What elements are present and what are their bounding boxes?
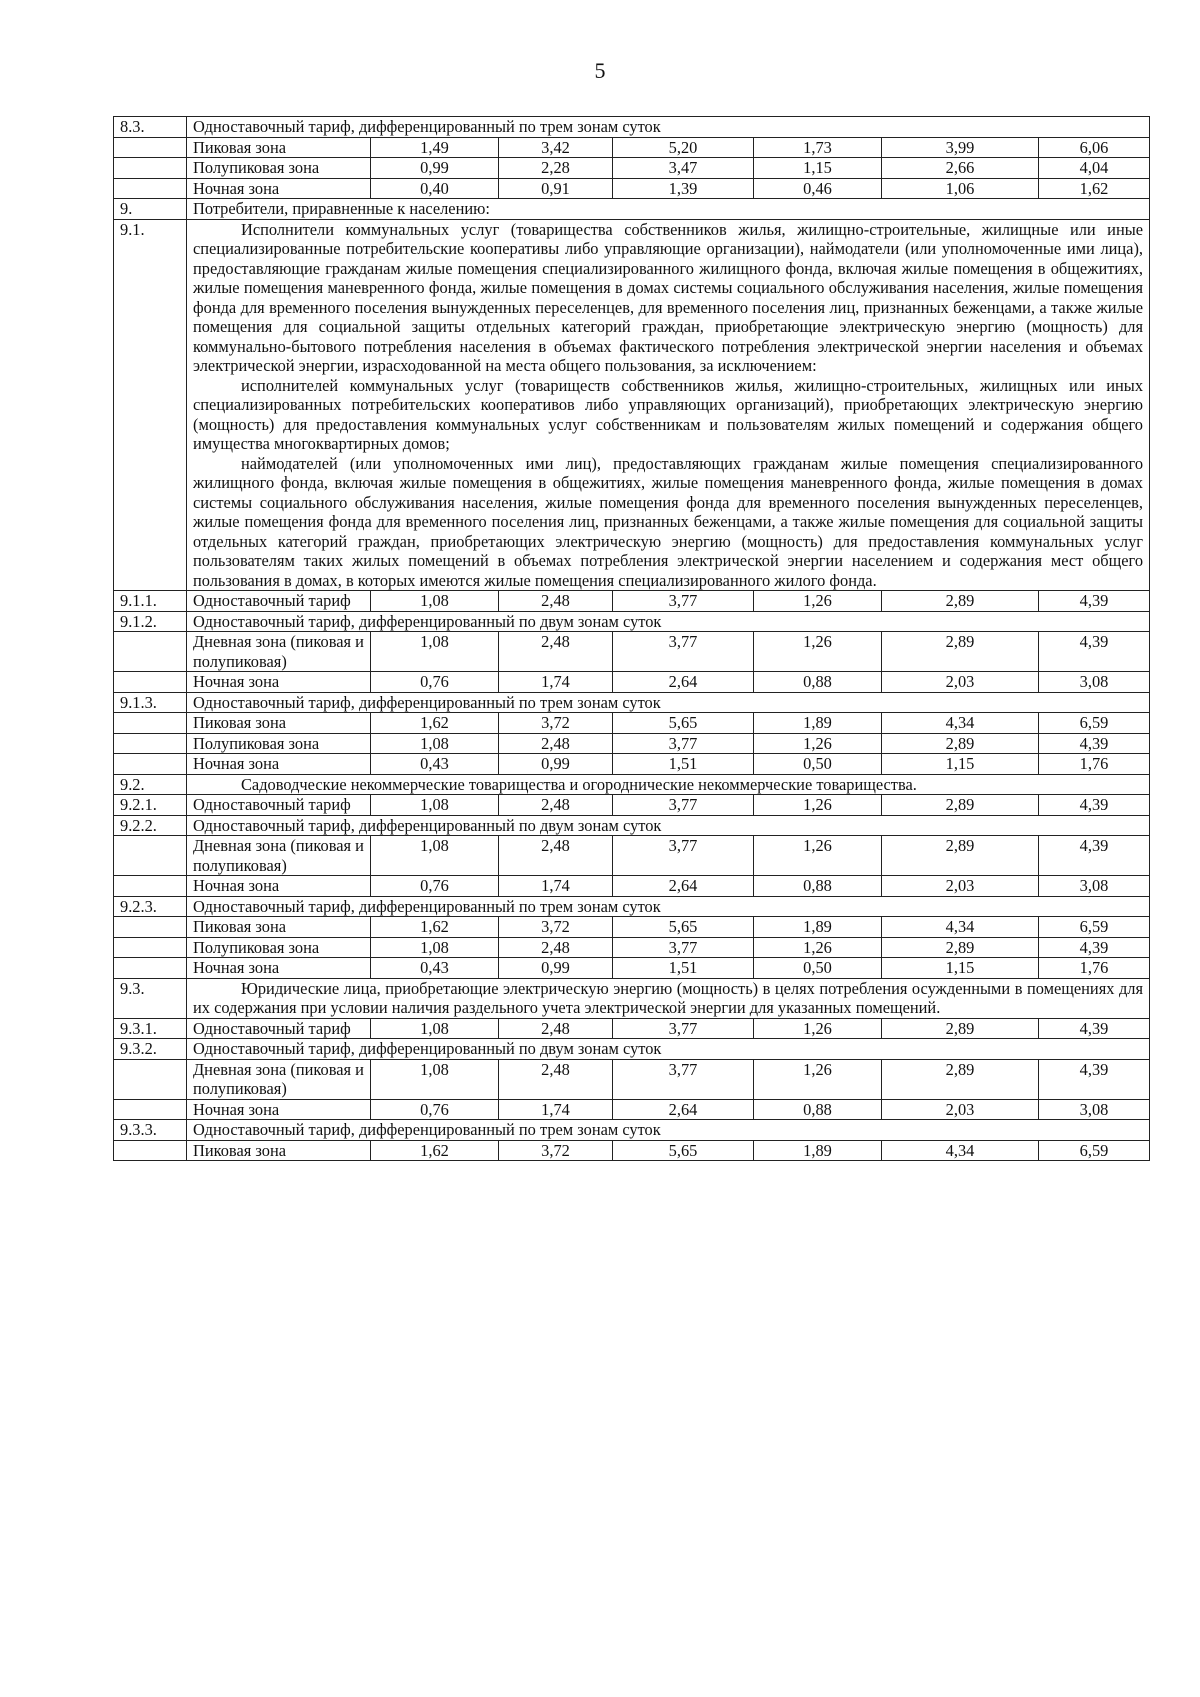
tariff-value: 0,88 [754,672,882,693]
tariff-value: 6,59 [1039,713,1150,734]
tariff-value: 0,40 [371,178,499,199]
tariff-value: 1,26 [754,795,882,816]
row-number: 9.2.3. [114,896,187,917]
table-row [114,1120,1150,1141]
tariff-value: 1,62 [371,1140,499,1161]
tariff-value: 0,50 [754,958,882,979]
tariff-value: 4,34 [882,917,1039,938]
tariff-value: 0,88 [754,876,882,897]
tariff-value: 2,48 [499,795,613,816]
zone-label: Ночная зона [187,876,371,897]
tariff-value: 1,26 [754,733,882,754]
tariff-value: 3,77 [613,1018,754,1039]
row-number: 9.2.2. [114,815,187,836]
tariff-value: 6,59 [1039,917,1150,938]
tariff-value: 3,77 [613,591,754,612]
row-number [114,1099,187,1120]
zone-label: Ночная зона [187,1099,371,1120]
row-number [114,713,187,734]
row-number [114,632,187,672]
table-row [114,611,1150,632]
tariff-value: 3,47 [613,158,754,179]
table-row [114,815,1150,836]
row-number [114,754,187,775]
tariff-value: 3,72 [499,1140,613,1161]
tariff-value: 1,08 [371,591,499,612]
tariff-value: 1,26 [754,1059,882,1099]
row-number: 9.1.2. [114,611,187,632]
section-title: Одноставочный тариф, дифференцированный по трем зонам суток [187,117,1150,138]
row-number: 9.1. [114,219,187,591]
tariff-value: 4,39 [1039,632,1150,672]
table-row [114,591,1150,612]
zone-label: Дневная зона (пиковая и полупиковая) [187,632,371,672]
row-number: 9.3.1. [114,1018,187,1039]
tariff-value: 4,39 [1039,733,1150,754]
section-title: Одноставочный тариф, дифференцированный по двум зонам суток [187,611,1150,632]
tariff-value: 4,04 [1039,158,1150,179]
tariff-value: 2,48 [499,591,613,612]
tariff-value: 3,77 [613,733,754,754]
zone-label: Дневная зона (пиковая и полупиковая) [187,1059,371,1099]
tariff-value: 1,26 [754,836,882,876]
tariff-value: 2,89 [882,591,1039,612]
tariff-value: 0,99 [499,754,613,775]
tariff-value: 4,39 [1039,836,1150,876]
table-row [114,632,1150,672]
table-row [114,692,1150,713]
tariff-value: 1,74 [499,876,613,897]
tariff-value: 0,46 [754,178,882,199]
row-number [114,1140,187,1161]
tariff-value: 2,89 [882,733,1039,754]
table-row [114,178,1150,199]
row-number [114,733,187,754]
tariff-value: 4,39 [1039,937,1150,958]
tariff-value: 1,06 [882,178,1039,199]
tariff-value: 1,08 [371,1018,499,1039]
tariff-value: 0,76 [371,672,499,693]
tariff-value: 1,89 [754,713,882,734]
row-number: 9.1.1. [114,591,187,612]
table-row [114,219,1150,591]
section-title: Одноставочный тариф, дифференцированный по двум зонам суток [187,1039,1150,1060]
tariff-value: 3,72 [499,713,613,734]
zone-label: Одноставочный тариф [187,591,371,612]
row-number [114,158,187,179]
table-row [114,896,1150,917]
tariff-value: 2,03 [882,672,1039,693]
tariff-value: 4,39 [1039,1059,1150,1099]
tariff-value: 1,08 [371,795,499,816]
tariff-value: 4,34 [882,1140,1039,1161]
table-row [114,836,1150,876]
tariff-value: 1,76 [1039,754,1150,775]
tariff-value: 4,39 [1039,591,1150,612]
row-number: 9.3.2. [114,1039,187,1060]
table-row [114,199,1150,220]
tariff-value: 1,15 [882,754,1039,775]
tariff-value: 1,76 [1039,958,1150,979]
tariff-value: 2,66 [882,158,1039,179]
zone-label: Полупиковая зона [187,937,371,958]
tariff-value: 6,06 [1039,137,1150,158]
zone-label: Одноставочный тариф [187,1018,371,1039]
table-row [114,978,1150,1018]
tariff-value: 1,26 [754,632,882,672]
tariff-value: 2,89 [882,1059,1039,1099]
paragraph: исполнителей коммунальных услуг (товариществ собственников жилья, жилищно-строительных, жилищных или иных специализированных потребительских кооперативов либо управляющих организаций), приобретающих электрическую энергию (мощность) для предоставления коммунальных услуг собственникам и пользователям жилых помещений и содержания общего имущества многоквартирных домов; [193,375,1144,453]
section-title: Одноставочный тариф, дифференцированный по двум зонам суток [187,815,1150,836]
tariff-value: 6,59 [1039,1140,1150,1161]
section-description [187,774,1150,795]
page-number: 5 [594,58,606,83]
table-row [114,1039,1150,1060]
table-row [114,1018,1150,1039]
tariff-value: 4,39 [1039,1018,1150,1039]
tariff-value: 3,42 [499,137,613,158]
zone-label: Ночная зона [187,754,371,775]
tariff-value: 1,89 [754,917,882,938]
row-number: 9.2. [114,774,187,795]
tariff-value: 2,64 [613,672,754,693]
row-number: 9.2.1. [114,795,187,816]
tariff-value: 0,43 [371,958,499,979]
tariff-value: 2,48 [499,733,613,754]
tariff-value: 1,26 [754,1018,882,1039]
tariff-value: 2,89 [882,632,1039,672]
table-row [114,774,1150,795]
zone-label: Ночная зона [187,178,371,199]
tariff-value: 0,88 [754,1099,882,1120]
tariff-value: 0,76 [371,876,499,897]
tariff-table [113,116,1150,1161]
zone-label: Одноставочный тариф [187,795,371,816]
tariff-value: 2,64 [613,1099,754,1120]
row-number [114,1059,187,1099]
tariff-value: 5,65 [613,917,754,938]
tariff-value: 1,15 [882,958,1039,979]
table-row [114,1140,1150,1161]
tariff-value: 0,43 [371,754,499,775]
tariff-value: 2,48 [499,836,613,876]
tariff-value: 3,08 [1039,1099,1150,1120]
tariff-value: 5,20 [613,137,754,158]
row-number: 8.3. [114,117,187,138]
tariff-value: 2,03 [882,1099,1039,1120]
table-row [114,137,1150,158]
table-row [114,917,1150,938]
tariff-value: 4,39 [1039,795,1150,816]
table-row [114,937,1150,958]
zone-label: Полупиковая зона [187,733,371,754]
tariff-value: 3,77 [613,1059,754,1099]
tariff-value: 2,89 [882,1018,1039,1039]
section-title: Одноставочный тариф, дифференцированный по трем зонам суток [187,896,1150,917]
zone-label: Дневная зона (пиковая и полупиковая) [187,836,371,876]
tariff-value: 1,51 [613,958,754,979]
tariff-value: 1,26 [754,937,882,958]
tariff-value: 1,49 [371,137,499,158]
zone-label: Полупиковая зона [187,158,371,179]
table-row [114,754,1150,775]
row-number [114,876,187,897]
tariff-value: 1,26 [754,591,882,612]
row-number [114,958,187,979]
table-row [114,713,1150,734]
zone-label: Ночная зона [187,672,371,693]
tariff-value: 1,51 [613,754,754,775]
table-row [114,1059,1150,1099]
table-row [114,1099,1150,1120]
row-number [114,178,187,199]
tariff-value: 1,89 [754,1140,882,1161]
table-row [114,958,1150,979]
zone-label: Пиковая зона [187,1140,371,1161]
tariff-value: 1,62 [371,917,499,938]
tariff-value: 2,89 [882,836,1039,876]
zone-label: Пиковая зона [187,713,371,734]
tariff-value: 1,08 [371,836,499,876]
tariff-value: 1,74 [499,1099,613,1120]
tariff-value: 2,64 [613,876,754,897]
row-number [114,917,187,938]
table-row [114,158,1150,179]
tariff-value: 0,91 [499,178,613,199]
zone-label: Пиковая зона [187,137,371,158]
tariff-value: 3,72 [499,917,613,938]
zone-label: Пиковая зона [187,917,371,938]
tariff-value: 3,08 [1039,672,1150,693]
tariff-value: 3,77 [613,632,754,672]
row-number [114,672,187,693]
tariff-value: 1,08 [371,937,499,958]
tariff-value: 4,34 [882,713,1039,734]
paragraph: Юридические лица, приобретающие электрическую энергию (мощность) в целях потребления осужденными в помещениях для их содержания при условии наличия раздельного учета электрической энергии для указанных помещений. [193,978,1144,1017]
table-row [114,117,1150,138]
table-row [114,672,1150,693]
tariff-value: 1,08 [371,1059,499,1099]
tariff-value: 1,39 [613,178,754,199]
tariff-value: 1,74 [499,672,613,693]
table-row [114,876,1150,897]
tariff-value: 1,08 [371,733,499,754]
tariff-value: 1,62 [1039,178,1150,199]
row-number: 9.3.3. [114,1120,187,1141]
tariff-value: 2,03 [882,876,1039,897]
tariff-value: 3,77 [613,836,754,876]
tariff-value: 1,62 [371,713,499,734]
tariff-value: 5,65 [613,1140,754,1161]
row-number: 9.3. [114,978,187,1018]
zone-label: Ночная зона [187,958,371,979]
tariff-value: 1,73 [754,137,882,158]
tariff-value: 0,99 [499,958,613,979]
row-number [114,836,187,876]
tariff-value: 2,89 [882,937,1039,958]
tariff-value: 1,08 [371,632,499,672]
section-description [187,219,1150,591]
row-number [114,137,187,158]
tariff-value: 3,08 [1039,876,1150,897]
tariff-value: 2,28 [499,158,613,179]
table-row [114,733,1150,754]
tariff-value: 2,48 [499,1059,613,1099]
section-title: Потребители, приравненные к населению: [187,199,1150,220]
paragraph: наймодателей (или уполномоченных ими лиц), предоставляющих гражданам жилые помещения специализированного жилищного фонда, включая жилые помещения в общежитиях, жилые помещения маневренного фонда, жилые помещения в домах системы социального обслуживания населения, жилые помещения фонда для временного поселения вынужденных переселенцев, жилые помещения фонда для временного поселения лиц, признанных беженцами, а также жилые помещения для социальной защиты отдельных категорий граждан, приобретающих электрическую энергию (мощность) для предоставления коммунальных услуг пользователям таких жилых помещений в объемах потребления электрической энергии населением и содержания мест общего пользования в домах, в которых имеются жилые помещения специализированного жилого фонда. [193,453,1144,590]
tariff-value: 5,65 [613,713,754,734]
tariff-value: 0,50 [754,754,882,775]
tariff-value: 2,48 [499,1018,613,1039]
row-number: 9. [114,199,187,220]
tariff-value: 1,15 [754,158,882,179]
tariff-value: 3,77 [613,795,754,816]
tariff-value: 2,89 [882,795,1039,816]
tariff-value: 3,77 [613,937,754,958]
section-title: Одноставочный тариф, дифференцированный по трем зонам суток [187,1120,1150,1141]
paragraph: Садоводческие некоммерческие товарищества и огороднические некоммерческие товарищества. [241,774,917,794]
table-row [114,795,1150,816]
tariff-value: 3,99 [882,137,1039,158]
section-title: Одноставочный тариф, дифференцированный по трем зонам суток [187,692,1150,713]
tariff-value: 0,76 [371,1099,499,1120]
tariff-value: 2,48 [499,632,613,672]
row-number [114,937,187,958]
row-number: 9.1.3. [114,692,187,713]
tariff-value: 0,99 [371,158,499,179]
paragraph: Исполнители коммунальных услуг (товарищества собственников жилья, жилищно-строительные, жилищные или иные специализированные потребительские кооперативы либо управляющие организации), наймодатели (или уполномоченные ими лица), предоставляющие гражданам жилые помещения специализированного жилищного фонда, включая жилые помещения в общежитиях, жилые помещения маневренного фонда, жилые помещения в домах системы социального обслуживания населения, жилые помещения фонда для временного поселения вынужденных переселенцев, для временного поселения лиц, признанных беженцами, а также жилые помещения для социальной защиты отдельных категорий граждан, приобретающие электрическую энергию (мощность) для коммунально-бытового потребления населения в объемах фактического потребления электрической энергии населения и объемах электрической энергии, израсходованной на места общего пользования, за исключением: [193,219,1144,375]
tariff-value: 2,48 [499,937,613,958]
section-description [187,978,1150,1018]
